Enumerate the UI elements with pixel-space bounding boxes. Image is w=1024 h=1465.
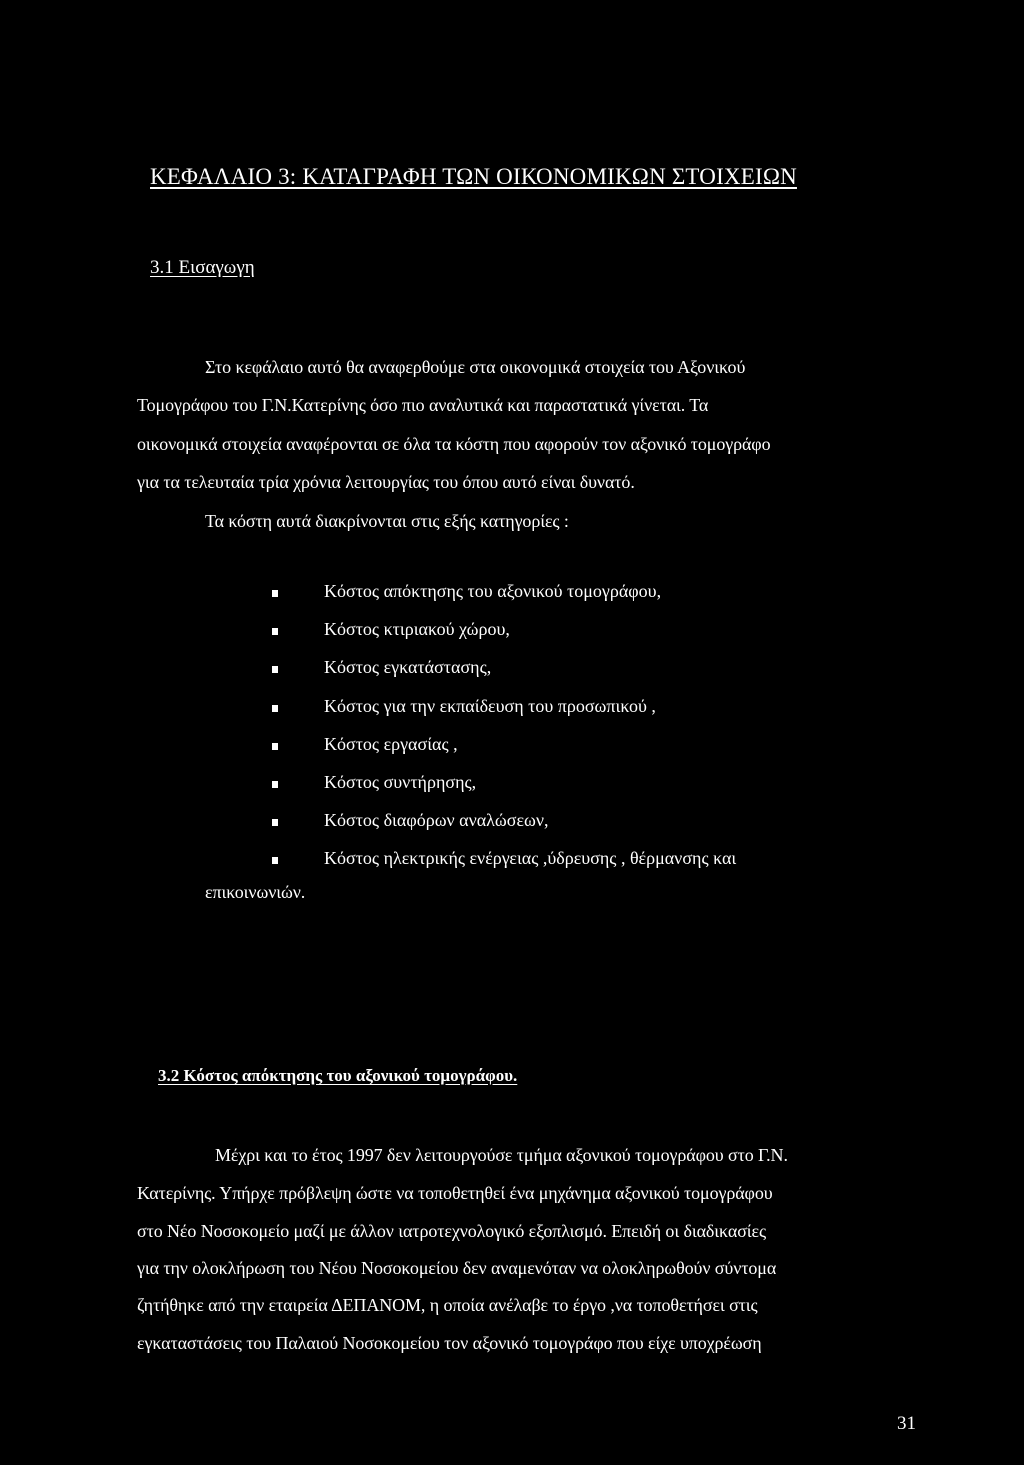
page-number: 31 (897, 1413, 916, 1434)
chapter-title: ΚΕΦΑΛΑΙΟ 3: ΚΑΤΑΓΡΑΦΗ ΤΩΝ ΟΙΚΟΝΟΜΙΚΩΝ ΣΤΟΙΧΕΙΩΝ (150, 164, 797, 189)
paragraph-line: Κατερίνης. Υπήρχε πρόβλεψη ώστε να τοποθετηθεί ένα μηχάνημα αξονικού τομογράφου (137, 1183, 773, 1203)
paragraph-line: για τα τελευταία τρία χρόνια λειτουργίας του όπου αυτό είναι δυνατό. (137, 472, 635, 492)
bullet-icon (272, 743, 278, 750)
section-heading-intro: 3.1 Εισαγωγη (150, 257, 255, 278)
paragraph-line: ζητήθηκε από την εταιρεία ΔΕΠΑΝΟΜ, η οποία ανέλαβε το έργο ,να τοποθετήσει στις (137, 1295, 758, 1315)
bullet-continuation: επικοινωνιών. (205, 882, 306, 902)
cost-category-label: Κόστος εγκατάστασης, (324, 657, 492, 677)
bullet-icon (272, 781, 278, 788)
paragraph-line: Μέχρι και το έτος 1997 δεν λειτουργούσε τμήμα αξονικού τομογράφου στο Γ.Ν. (215, 1145, 788, 1165)
paragraph-line: στο Νέο Νοσοκομείο μαζί με άλλον ιατροτεχνολογικό εξοπλισμό. Επειδή οι διαδικασίες (137, 1221, 767, 1241)
paragraph-line: για την ολοκλήρωση του Νέου Νοσοκομείου δεν αναμενόταν να ολοκληρωθούν σύντομα (137, 1258, 777, 1278)
cost-category-label: Κόστος ηλεκτρικής ενέργειας ,ύδρευσης , θέρμανσης και (324, 848, 737, 868)
paragraph-line: Τα κόστη αυτά διακρίνονται στις εξής κατηγορίες : (205, 511, 569, 531)
cost-category-label: Κόστος συντήρησης, (324, 772, 477, 792)
cost-category-label: Κόστος κτιριακού χώρου, (324, 619, 510, 639)
cost-category-label: Κόστος απόκτησης του αξονικού τομογράφου, (324, 581, 662, 601)
cost-category-label: Κόστος διαφόρων αναλώσεων, (324, 810, 549, 830)
bullet-icon (272, 590, 278, 597)
paragraph-line: Τομογράφου του Γ.Ν.Κατερίνης όσο πιο αναλυτικά και παραστατικά γίνεται. Τα (137, 395, 709, 415)
bullet-icon (272, 705, 278, 712)
bullet-icon (272, 628, 278, 635)
cost-category-label: Κόστος για την εκπαίδευση του προσωπικού , (324, 696, 656, 716)
section-heading-acquisition-cost: 3.2 Κόστος απόκτησης του αξονικού τομογράφου. (158, 1066, 518, 1085)
paragraph-line: οικονομικά στοιχεία αναφέρονται σε όλα τα κόστη που αφορούν τον αξονικό τομογράφο (137, 434, 771, 454)
bullet-icon (272, 857, 278, 864)
bullet-icon (272, 819, 278, 826)
paragraph-line: εγκαταστάσεις του Παλαιού Νοσοκομείου τον αξονικό τομογράφο που είχε υποχρέωση (137, 1333, 762, 1353)
bullet-icon (272, 666, 278, 673)
paragraph-line: Στο κεφάλαιο αυτό θα αναφερθούμε στα οικονομικά στοιχεία του Αξονικού (205, 357, 746, 377)
cost-category-label: Κόστος εργασίας , (324, 734, 458, 754)
